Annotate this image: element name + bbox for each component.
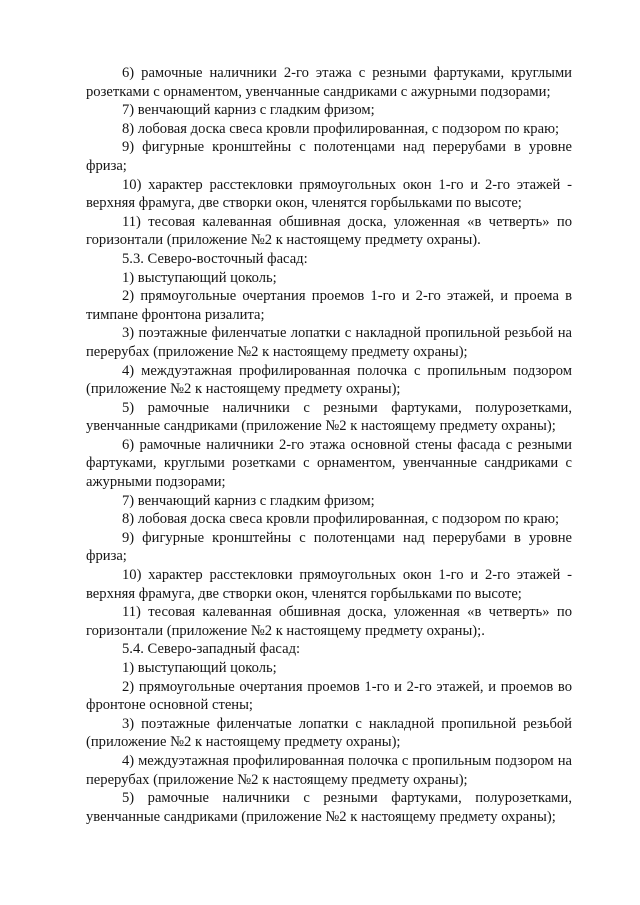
paragraph: 8) лобовая доска свеса кровли профилированная, с подзором по краю; xyxy=(122,120,560,137)
paragraph: 10) характер расстекловки прямоугольных окон 1-го и 2-го этажей - верхняя фрамуга, две створки окон, членятся горбыльками по высоте; xyxy=(86,176,572,212)
section-heading: 5.4. Северо-западный фасад: xyxy=(122,641,301,658)
paragraph: 6) рамочные наличники 2-го этажа основной стены фасада с резными фартуками, круглыми розетками с орнаментом, увенчанные сандриками с ажурными подзорами; xyxy=(86,436,572,491)
paragraph: 11) тесовая калеванная обшивная доска, уложенная «в четверть» по горизонтали (приложение №2 к настоящему предмету охраны). xyxy=(86,213,572,249)
paragraph: 1) выступающий цоколь; xyxy=(122,660,277,676)
paragraph: 9) фигурные кронштейны с полотенцами над перерубами в уровне фриза; xyxy=(86,139,572,174)
paragraph: 4) междуэтажная профилированная полочка с пропильным подзором (приложение №2 к настоящему предмету охраны); xyxy=(86,362,572,398)
paragraph: 4) междуэтажная профилированная полочка с пропильным подзором на перерубах (приложение №2 к настоящему предмету охраны); xyxy=(86,752,572,788)
paragraph: 8) лобовая доска свеса кровли профилированная, с подзором по краю; xyxy=(122,511,560,528)
paragraph: 5) рамочные наличники с резными фартуками, полурозетками, увенчанные сандриками (приложение №2 к настоящему предмету охраны); xyxy=(86,399,572,435)
section-heading: 5.3. Северо-восточный фасад: xyxy=(122,250,308,267)
paragraph: 10) характер расстекловки прямоугольных окон 1-го и 2-го этажей - верхняя фрамуга, две створки окон, членятся горбыльками по высоте; xyxy=(86,567,572,602)
paragraph: 2) прямоугольные очертания проемов 1-го и 2-го этажей, и проемов во фронтоне основной стены; xyxy=(86,678,572,714)
paragraph: 7) венчающий карниз с гладким фризом; xyxy=(122,102,375,119)
document-body xyxy=(86,64,572,826)
paragraph: 11) тесовая калеванная обшивная доска, уложенная «в четверть» по горизонтали (приложение №2 к настоящему предмету охраны);. xyxy=(86,604,572,639)
paragraph: 3) поэтажные филенчатые лопатки с накладной пропильной резьбой на перерубах (приложение №2 к настоящему предмету охраны); xyxy=(86,325,572,360)
paragraph: 6) рамочные наличники 2-го этажа с резными фартуками, круглыми розетками с орнаментом, увенчанные сандриками с ажурными подзорами; xyxy=(86,65,572,100)
paragraph: 9) фигурные кронштейны с полотенцами над перерубами в уровне фриза; xyxy=(86,529,572,565)
paragraph: 2) прямоугольные очертания проемов 1-го и 2-го этажей, и проема в тимпане фронтона ризалита; xyxy=(86,288,572,323)
paragraph: 3) поэтажные филенчатые лопатки с накладной пропильной резьбой (приложение №2 к настоящему предмету охраны); xyxy=(86,715,572,751)
paragraph: 7) венчающий карниз с гладким фризом; xyxy=(122,492,375,509)
paragraph: 1) выступающий цоколь; xyxy=(122,269,277,286)
paragraph: 5) рамочные наличники с резными фартуками, полурозетками, увенчанные сандриками (приложение №2 к настоящему предмету охраны); xyxy=(86,790,572,825)
